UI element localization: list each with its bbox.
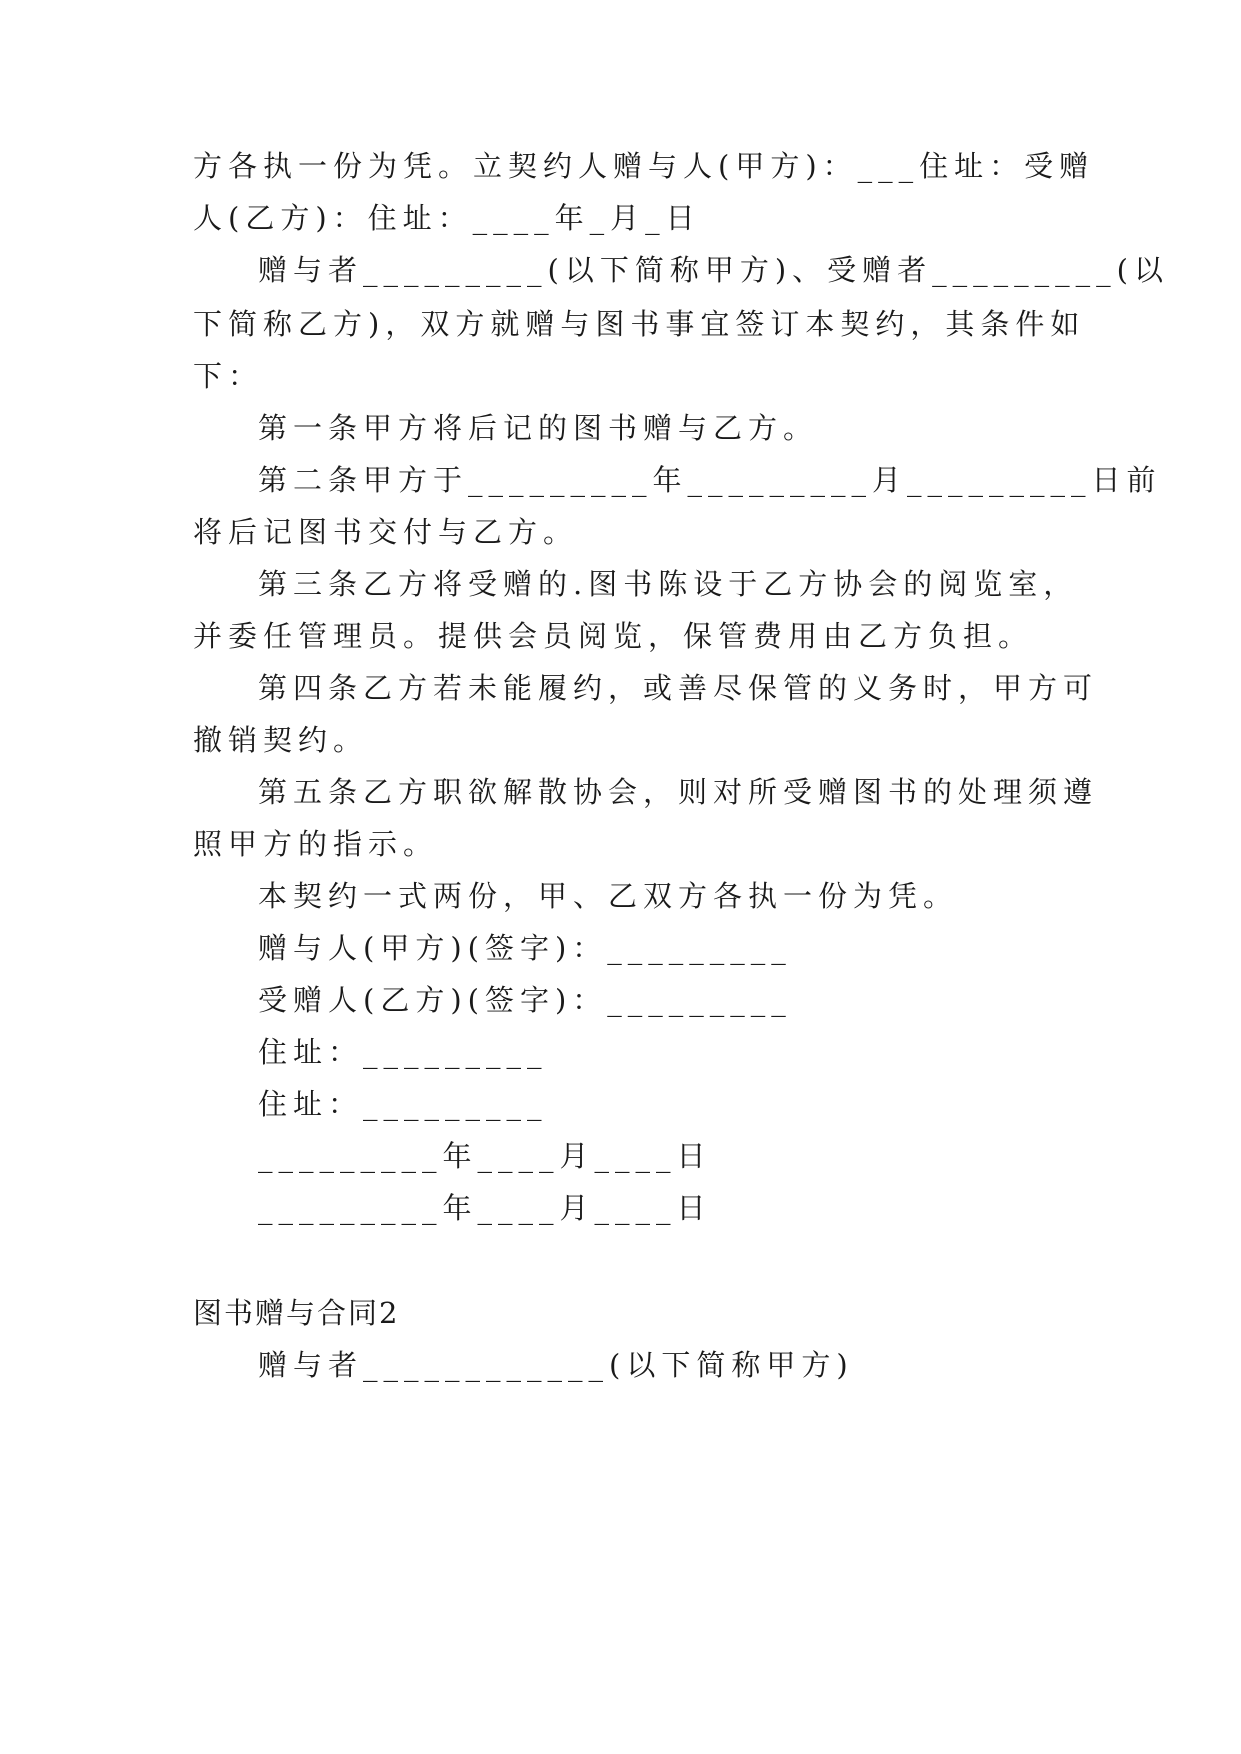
paragraph-line: 第三条乙方将受赠的.图书陈设于乙方协会的阅览室，: [258, 567, 1079, 601]
section-title: 图书赠与合同2: [193, 1296, 400, 1330]
date-line: _________年____月____日: [258, 1139, 712, 1173]
signature-line: 赠与人(甲方)(签字)：_________: [258, 931, 792, 965]
paragraph-line: 第四条乙方若未能履约，或善尽保管的义务时，甲方可: [258, 671, 1099, 705]
paragraph-line: 第一条甲方将后记的图书赠与乙方。: [258, 411, 819, 445]
address-line: 住址：_________: [258, 1087, 548, 1121]
paragraph-line: 第二条甲方于_________年_________月_________日前: [258, 463, 1162, 497]
date-line: _________年____月____日: [258, 1191, 712, 1225]
signature-line: 受赠人(乙方)(签字)：_________: [258, 983, 792, 1017]
paragraph-line: 撤销契约。: [193, 723, 369, 757]
paragraph-line: 下：: [193, 359, 264, 393]
paragraph-line: 人(乙方)：住址：____年_月_日: [193, 201, 701, 235]
paragraph-line: 第五条乙方职欲解散协会，则对所受赠图书的处理须遵: [258, 775, 1099, 809]
paragraph-line: 下简称乙方)，双方就赠与图书事宜签订本契约，其条件如: [193, 307, 1086, 341]
paragraph-line: 并委任管理员。提供会员阅览，保管费用由乙方负担。: [193, 619, 1034, 653]
paragraph-line: 方各执一份为凭。立契约人赠与人(甲方)：___住址：受赠: [193, 149, 1095, 183]
address-line: 住址：_________: [258, 1035, 548, 1069]
paragraph-line: 赠与者____________(以下简称甲方): [258, 1348, 854, 1382]
paragraph-line: 本契约一式两份，甲、乙双方各执一份为凭。: [258, 879, 959, 913]
paragraph-line: 照甲方的指示。: [193, 827, 439, 861]
paragraph-line: 赠与者_________(以下简称甲方)、受赠者_________(以: [258, 253, 1169, 287]
paragraph-line: 将后记图书交付与乙方。: [193, 515, 579, 549]
